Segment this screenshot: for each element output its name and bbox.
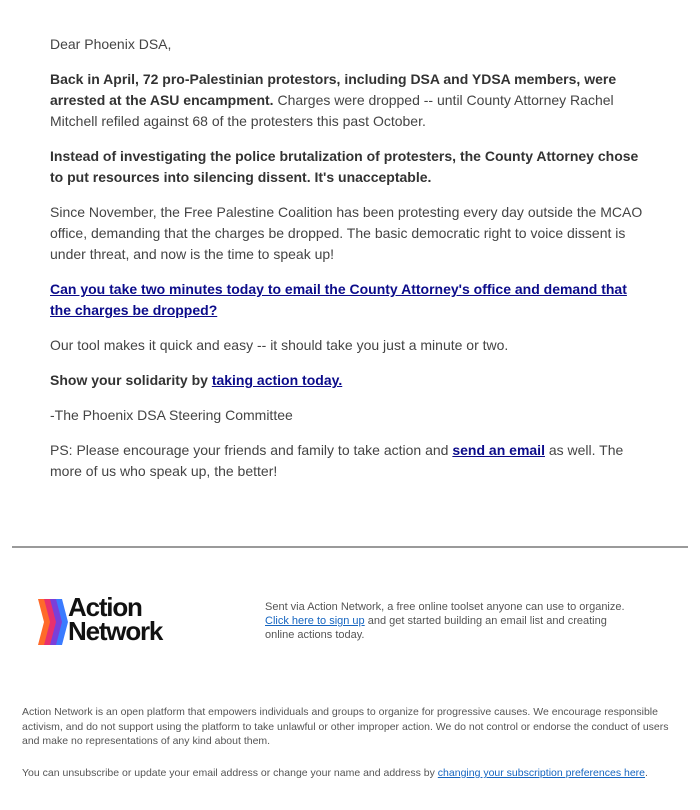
footer-divider [12, 546, 688, 548]
paragraph-cta [50, 279, 645, 321]
sent-via-text [265, 600, 635, 642]
ps-end-text: as well. The more of us who speak up, the better! [50, 442, 624, 479]
county-attorney-bold-text: Instead of investigating the police brutalization of protesters, the County Attorney chose to put resources into silencing dissent. It's unacceptable. [50, 148, 639, 185]
subscription-preferences-link[interactable]: changing your subscription preferences here [437, 767, 646, 779]
email-body [50, 34, 645, 496]
paragraph-ps [50, 440, 645, 482]
paragraph-arrests [50, 69, 645, 132]
solidarity-bold-text: Show your solidarity by [50, 372, 212, 388]
cta-email-county-attorney-link[interactable]: Can you take two minutes today to email the County Attorney's office and demand that the charges be dropped? [50, 281, 627, 318]
greeting: Dear Phoenix DSA, [50, 36, 172, 52]
arrests-rest-text: Charges were dropped -- until County Attorney Rachel Mitchell refiled against 68 of the protesters this past October. [50, 92, 614, 129]
action-network-logo[interactable] [38, 592, 198, 649]
arrests-bold-text: Back in April, 72 pro-Palestinian protestors, including DSA and YDSA members, were arrested at the ASU encampment. [50, 71, 617, 108]
ps-start-text: PS: Please encourage your friends and family to take action and [50, 442, 453, 458]
paragraph-solidarity [50, 370, 645, 391]
sign-up-link[interactable]: Click here to sign up [265, 615, 365, 627]
unsubscribe-start: You can unsubscribe or update your email address or change your name and address by [22, 767, 438, 779]
take-action-today-link[interactable]: taking action today. [211, 372, 343, 388]
logo-line-network: Network [68, 616, 163, 646]
paragraph-protests: Since November, the Free Palestine Coalition has been protesting every day outside the MCAO office, demanding that the charges be dropped. The basic democratic right to voice dissent is under threat, and now is the time to speak up! [50, 204, 643, 262]
paragraph-tool: Our tool makes it quick and easy -- it should take you just a minute or two. [50, 337, 509, 353]
action-network-chevrons-icon [38, 599, 68, 645]
sent-via-start: Sent via Action Network, a free online toolset anyone can use to organize. [265, 601, 625, 613]
paragraph-county-attorney [50, 146, 645, 188]
unsubscribe-text [22, 766, 692, 780]
action-network-logo-text [68, 592, 163, 646]
sent-via-end: and get started building an email list and creating online actions today. [265, 615, 607, 641]
logo-line-action: Action [68, 592, 142, 622]
signature: -The Phoenix DSA Steering Committee [50, 407, 293, 423]
footer-disclaimer: Action Network is an open platform that empowers individuals and groups to organize for progressive causes. We encourage responsible activism, and do not support using the platform to take unlawful or other improper action. We do not control or endorse the conduct of users and make no representations of any kind about them. [22, 706, 669, 747]
unsubscribe-end: . [645, 767, 648, 779]
send-an-email-link[interactable]: send an email [452, 442, 545, 458]
